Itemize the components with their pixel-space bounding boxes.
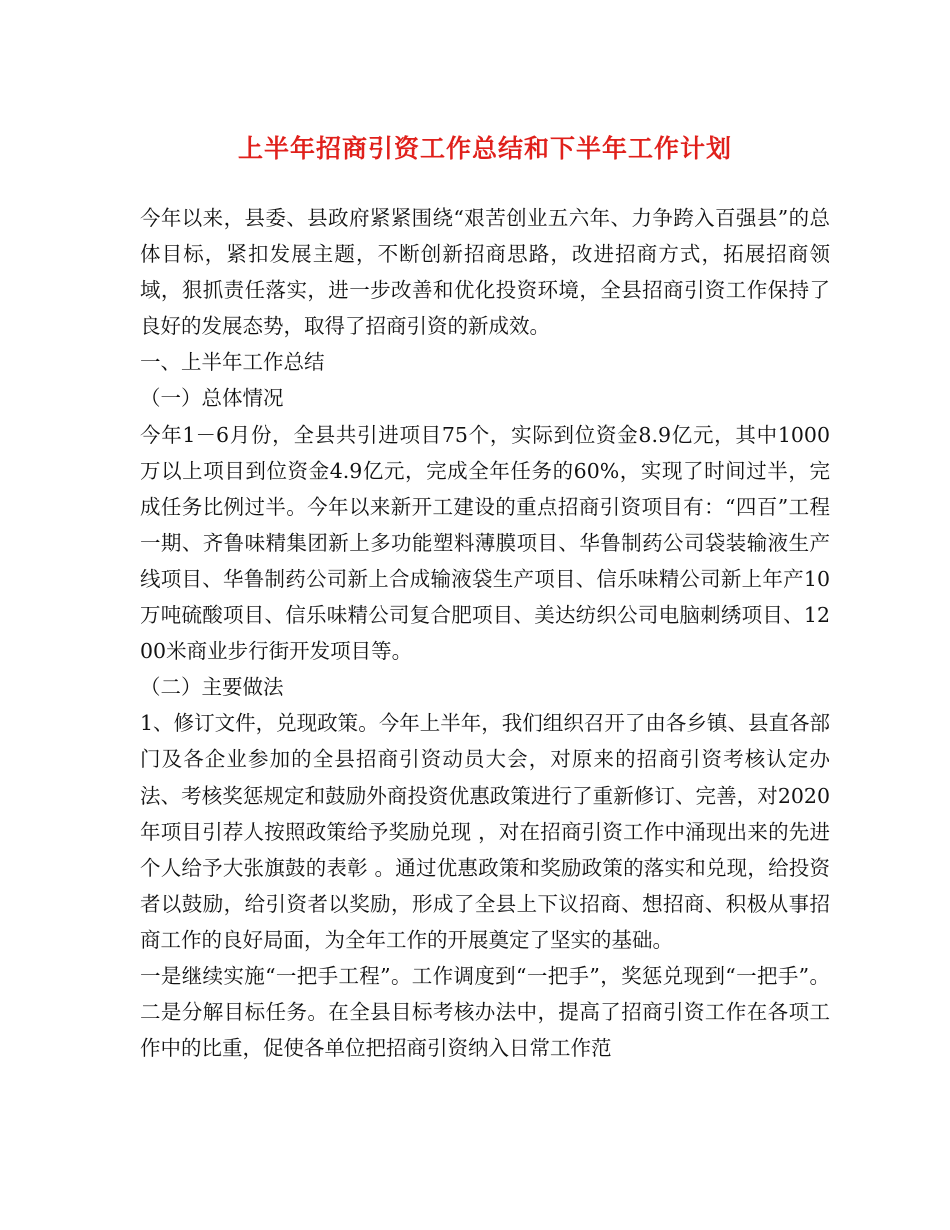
subsection-heading-methods: （二）主要做法 bbox=[140, 675, 284, 700]
paragraph-method-1: 1、修订文件，兑现政策。今年上半年，我们组织召开了由各乡镇、县直各部门及各企业参加的全县招商引资动员大会，对原来的招商引资考核认定办法、考核奖惩规定和鼓励外商投资优惠政策进行了重新修订、完善，对2020年项目引荐人按照政策给予奖励兑现 ，对在招商引资工作中涌现出来的先进个人给予大张旗鼓的表彰 。通过优惠政策和奖励政策的落实和兑现，给投资者以鼓励，给引资者以奖励，形成了全县上下议招商、想招商、积极从事招商工作的良好局面，为全年工作的开展奠定了坚实的基础。 bbox=[140, 711, 830, 952]
document-body bbox=[140, 200, 830, 1066]
paragraph-intro: 今年以来，县委、县政府紧紧围绕“艰苦创业五六年、力争跨入百强县”的总体目标，紧扣发展主题，不断创新招商思路，改进招商方式，拓展招商领域，狠抓责任落实，进一步改善和优化投资环境，全县招商引资工作保持了良好的发展态势，取得了招商引资的新成效。 bbox=[140, 206, 830, 339]
subsection-heading-overall: （一）总体情况 bbox=[140, 386, 284, 411]
document-title: 上半年招商引资工作总结和下半年工作计划 bbox=[237, 134, 732, 163]
paragraph-method-details: 一是继续实施“一把手工程”。工作调度到“一把手”，奖惩兑现到“一把手”。二是分解目标任务。在全县目标考核办法中，提高了招商引资工作在各项工作中的比重，促使各单位把招商引资纳入日常工作范 bbox=[140, 963, 830, 1061]
section-heading-summary: 一、上半年工作总结 bbox=[140, 350, 325, 375]
paragraph-overall: 今年1－6月份，全县共引进项目75个，实际到位资金8.9亿元，其中1000万以上项目到位资金4.9亿元，完成全年任务的60%，实现了时间过半，完成任务比例过半。今年以来新开工建设的重点招商引资项目有：“四百”工程一期、齐鲁味精集团新上多功能塑料薄膜项目、华鲁制药公司袋装输液生产线项目、华鲁制药公司新上合成输液袋生产项目、信乐味精公司新上年产10万吨硫酸项目、信乐味精公司复合肥项目、美达纺织公司电脑刺绣项目、1200米商业步行街开发项目等。 bbox=[140, 422, 830, 664]
document-page bbox=[140, 0, 830, 1230]
